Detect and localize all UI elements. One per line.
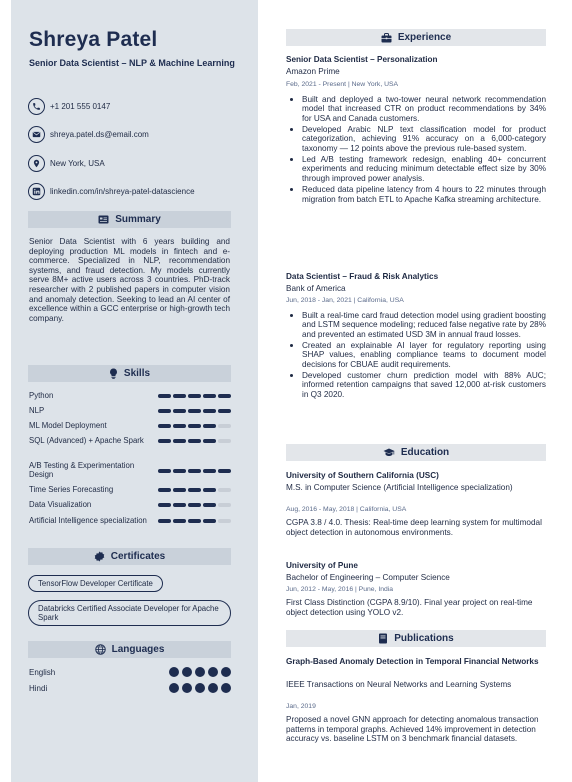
candidate-headline: Senior Data Scientist – NLP & Machine Learning <box>29 58 235 68</box>
skill-level-segment <box>188 439 201 443</box>
job-bullet: Developed Arabic NLP text classification model for product categorization, achieving 91% accuracy on a 6,000-category taxonomy — 12 points above the previous rule-based system. <box>286 125 546 153</box>
education-header <box>286 444 546 461</box>
language-level-dots <box>169 683 231 693</box>
language-level-dot <box>169 683 179 693</box>
skill-level-bars <box>158 409 231 413</box>
summary-header <box>28 211 231 228</box>
skill-level-bars <box>158 394 231 398</box>
language-name: Hindi <box>29 683 48 693</box>
skill-name: NLP <box>29 406 45 415</box>
job-bullet: Developed customer churn prediction model with 88% AUC; informed retention campaigns that saved 12,000 at-risk customers in Q3 2020. <box>286 371 546 399</box>
job-bullet: Created an explainable AI layer for regulatory reporting using SHAP values, enabling compliance teams to document model decisions for CBUAE audit requirements. <box>286 341 546 369</box>
job-bullet: Reduced data pipeline latency from 4 hours to 22 minutes through migration from batch ETL to Apache Kafka streaming architecture. <box>286 185 546 204</box>
skill-level-segment <box>218 488 231 492</box>
language-level-dot <box>182 683 192 693</box>
job-bullets <box>286 311 546 401</box>
skill-name: Time Series Forecasting <box>29 485 114 494</box>
skill-name: A/B Testing & Experimentation Design <box>29 461 135 479</box>
skill-level-segment <box>218 519 231 523</box>
phone-icon <box>28 98 45 115</box>
skill-level-segment <box>218 503 231 507</box>
contact-email <box>28 125 149 143</box>
language-level-dot <box>182 667 192 677</box>
lightbulb-icon <box>109 368 118 379</box>
contact-phone <box>28 97 110 115</box>
skill-row <box>29 392 231 401</box>
job-bullet: Built a real-time card fraud detection model using gradient boosting and LSTM sequence modeling; reduced false negative rate by 28% and prevented an estimated USD 3M in annual fraud losses. <box>286 311 546 339</box>
skill-level-segment <box>158 409 171 413</box>
linkedin-text[interactable]: linkedin.com/in/shreya-patel-datascience <box>50 186 195 196</box>
graduation-cap-icon <box>383 448 395 457</box>
skill-row <box>29 462 231 479</box>
job-bullet: Led A/B testing framework redesign, enabling 40+ concurrent experiments and reducing minimum detectable effect size by 30% through improved power analysis. <box>286 155 546 183</box>
skill-level-segment <box>188 488 201 492</box>
certificates-header <box>28 548 231 565</box>
skill-name: SQL (Advanced) + Apache Spark <box>29 436 144 445</box>
language-level-dot <box>195 683 205 693</box>
language-level-dot <box>208 683 218 693</box>
language-level-dot <box>221 683 231 693</box>
job-title: Data Scientist – Fraud & Risk Analytics <box>286 272 439 281</box>
job-company: Bank of America <box>286 284 346 293</box>
skill-level-segment <box>173 488 186 492</box>
skill-level-segment <box>203 503 216 507</box>
languages-title: Languages <box>111 644 165 655</box>
skill-level-bars <box>158 519 231 523</box>
skill-level-segment <box>203 439 216 443</box>
job-bullets <box>286 95 546 206</box>
location-icon <box>28 155 45 172</box>
skill-level-segment <box>218 394 231 398</box>
job-date: Jun, 2018 - Jan, 2021 | California, USA <box>286 297 404 304</box>
skill-level-segment <box>188 409 201 413</box>
phone-text: +1 201 555 0147 <box>50 101 111 111</box>
language-level-dots <box>169 667 231 677</box>
skill-row <box>29 501 231 510</box>
skill-row <box>29 517 231 526</box>
skill-level-bars <box>158 469 231 473</box>
degree: M.S. in Computer Science (Artificial Intelligence specialization) <box>286 483 513 492</box>
skill-level-segment <box>173 394 186 398</box>
school-name: University of Southern California (USC) <box>286 471 439 480</box>
skills-title: Skills <box>123 368 151 379</box>
language-name: English <box>29 667 56 677</box>
skill-row <box>29 422 231 431</box>
skills-header <box>28 365 231 382</box>
publications-title: Publications <box>394 633 454 644</box>
publication-date: Jan, 2019 <box>286 703 316 710</box>
skill-level-segment <box>203 469 216 473</box>
school-name: University of Pune <box>286 561 358 570</box>
skill-level-segment <box>203 394 216 398</box>
linkedin-icon <box>28 183 45 200</box>
skill-name: ML Model Deployment <box>29 421 107 430</box>
candidate-name: Shreya Patel <box>29 28 158 51</box>
book-icon <box>378 633 388 644</box>
skill-level-segment <box>203 519 216 523</box>
summary-text: Senior Data Scientist with 6 years building and deploying production ML models in fintech and e-commerce. Specialized in NLP, recommendation systems, and fraud detection. My models currently serve 8M+ active users across 3 countries. PhD-track researcher with 2 published papers in computer vision and anomaly detection. Seeking to lead an AI center of excellence within a GCC enterprise or high-growth tech company. <box>29 237 230 323</box>
skill-level-segment <box>188 394 201 398</box>
skill-level-segment <box>188 469 201 473</box>
id-card-icon <box>98 215 109 224</box>
skill-level-segment <box>173 519 186 523</box>
skill-level-segment <box>188 424 201 428</box>
skill-level-segment <box>173 409 186 413</box>
job-company: Amazon Prime <box>286 67 340 76</box>
skill-level-segment <box>203 424 216 428</box>
skill-level-segment <box>218 424 231 428</box>
experience-header <box>286 29 546 46</box>
education-note: CGPA 3.8 / 4.0. Thesis: Real-time deep learning system for multimodal object detection in autonomous environments. <box>286 518 542 537</box>
language-level-dot <box>208 667 218 677</box>
globe-icon <box>95 644 106 655</box>
publication-abstract: Proposed a novel GNN approach for detecting anomalous transaction patterns in temporal graphs. Achieved 14% improvement in detection accuracy vs. baseline LSTM on 3 benchmark financial datasets. <box>286 715 539 744</box>
skill-level-segment <box>173 424 186 428</box>
summary-title: Summary <box>115 214 161 225</box>
skill-level-segment <box>218 409 231 413</box>
skill-row <box>29 407 231 416</box>
degree: Bachelor of Engineering – Computer Science <box>286 573 450 582</box>
publication-title: Graph-Based Anomaly Detection in Temporal Financial Networks <box>286 657 539 666</box>
contact-location <box>28 154 105 172</box>
job-title: Senior Data Scientist – Personalization <box>286 55 438 64</box>
skill-level-segment <box>158 439 171 443</box>
education-note: First Class Distinction (CGPA 8.9/10). Final year project on real-time object detection using YOLO v2. <box>286 598 533 617</box>
skill-level-bars <box>158 488 231 492</box>
location-text: New York, USA <box>50 158 105 168</box>
email-text[interactable]: shreya.patel.ds@email.com <box>50 129 149 139</box>
skill-level-segment <box>173 503 186 507</box>
badge-icon <box>94 551 105 562</box>
skill-level-segment <box>203 488 216 492</box>
education-date: Aug, 2016 - May, 2018 | California, USA <box>286 506 407 513</box>
skill-level-segment <box>203 409 216 413</box>
certificates-title: Certificates <box>110 551 166 562</box>
contact-linkedin <box>28 182 195 200</box>
skill-level-segment <box>218 469 231 473</box>
language-level-dot <box>169 667 179 677</box>
languages-header <box>28 641 231 658</box>
skill-name: Data Visualization <box>29 500 92 509</box>
skill-level-segment <box>188 503 201 507</box>
publications-header <box>286 630 546 647</box>
skill-level-bars <box>158 439 231 443</box>
language-row <box>29 667 231 677</box>
job-date: Feb, 2021 - Present | New York, USA <box>286 81 399 88</box>
skill-level-bars <box>158 503 231 507</box>
skill-name: Python <box>29 391 54 400</box>
education-date: Jun, 2012 - May, 2016 | Pune, India <box>286 586 394 593</box>
mail-icon <box>28 126 45 143</box>
skill-level-segment <box>158 424 171 428</box>
certificate-item: Databricks Certified Associate Developer for Apache Spark <box>28 600 231 626</box>
certificate-item: TensorFlow Developer Certificate <box>28 575 163 592</box>
language-level-dot <box>221 667 231 677</box>
language-row <box>29 683 231 693</box>
skill-level-segment <box>218 439 231 443</box>
skill-level-segment <box>158 488 171 492</box>
briefcase-icon <box>381 33 392 43</box>
skill-level-segment <box>158 519 171 523</box>
skill-level-segment <box>173 469 186 473</box>
skill-row <box>29 486 231 495</box>
skill-row <box>29 437 231 446</box>
skill-level-segment <box>158 394 171 398</box>
education-title: Education <box>400 447 450 458</box>
skill-level-segment <box>188 519 201 523</box>
skill-level-bars <box>158 424 231 428</box>
skill-level-segment <box>173 439 186 443</box>
experience-title: Experience <box>397 32 452 43</box>
skill-level-segment <box>158 469 171 473</box>
publication-venue: IEEE Transactions on Neural Networks and Learning Systems <box>286 680 512 689</box>
job-bullet: Built and deployed a two-tower neural network recommendation model that increased CTR on product recommendations by 34% for USA and Canada customers. <box>286 95 546 123</box>
skill-level-segment <box>158 503 171 507</box>
skill-name: Artificial Intelligence specialization <box>29 516 147 525</box>
language-level-dot <box>195 667 205 677</box>
